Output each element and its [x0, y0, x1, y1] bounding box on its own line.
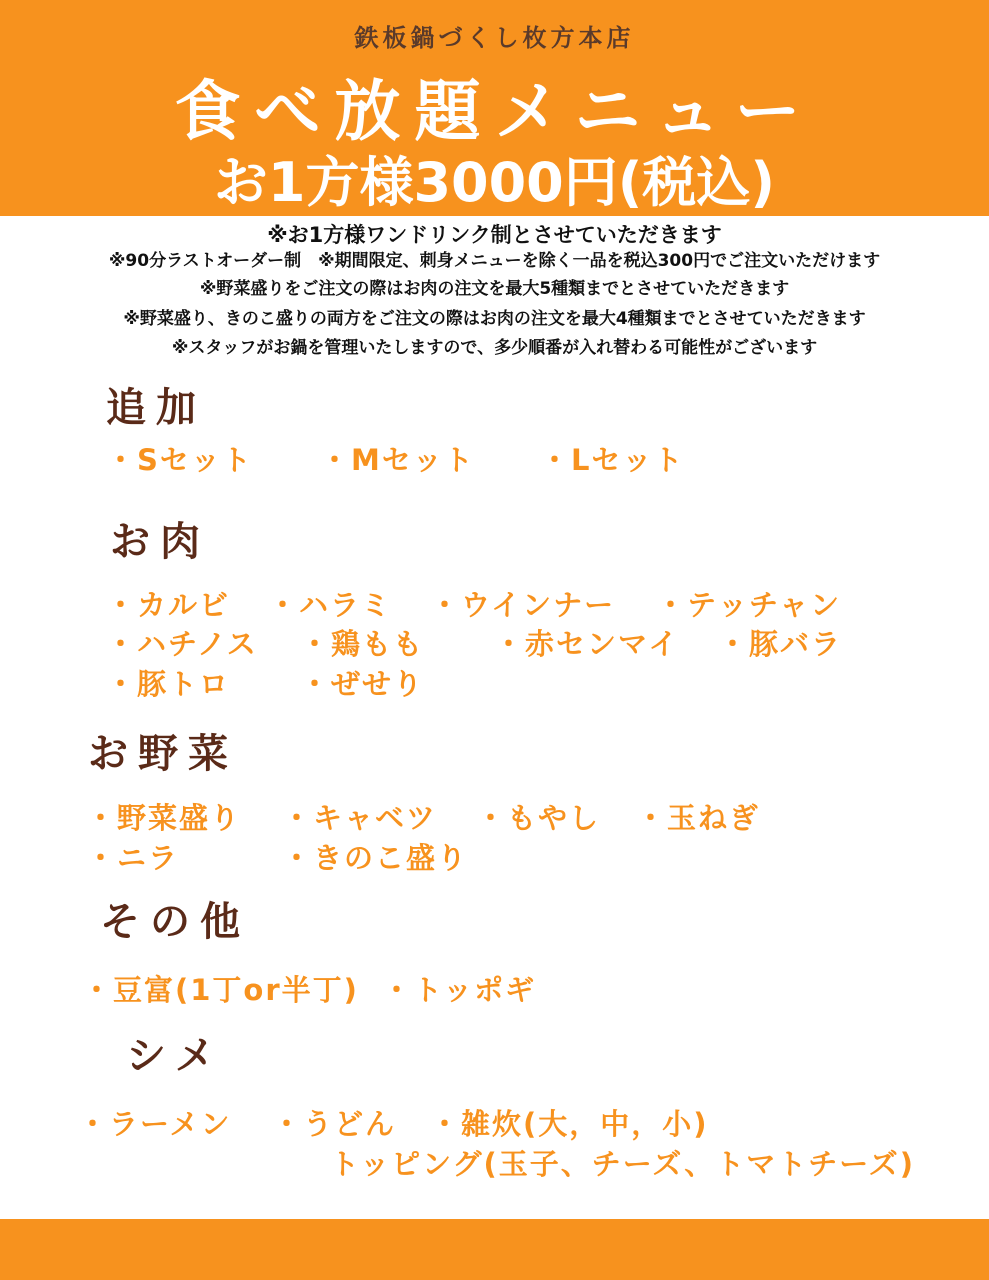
header-banner — [0, 0, 989, 216]
menu-item: ・ぜせり — [300, 667, 425, 701]
note-last-order: ※90分ラストオーダー制 ※期間限定、刺身メニューを除く一品を税込300円でご注文いただけます — [108, 251, 881, 271]
menu-item: ・玉ねぎ — [636, 801, 761, 835]
section-title-meat: お肉 — [110, 519, 210, 565]
menu-item: ・野菜盛り — [86, 801, 242, 835]
menu-item: ・ハラミ — [268, 588, 393, 622]
menu-item: ・テッチャン — [656, 588, 842, 622]
menu-title: 食べ放題メニュー — [174, 73, 815, 150]
section-title-vegetables: お野菜 — [88, 731, 238, 777]
section-title-other: その他 — [100, 899, 250, 945]
menu-item: ・きのこ盛り — [282, 841, 469, 875]
menu-item: トッピング(玉子、チーズ、トマトチーズ) — [330, 1147, 916, 1181]
menu-item: ・赤センマイ — [494, 627, 680, 661]
note-staff: ※スタッフがお鍋を管理いたしますので、多少順番が入れ替わる可能性がございます — [171, 338, 818, 358]
price-label: お1方様3000円(税込) — [213, 151, 776, 214]
menu-item: ・キャベツ — [282, 801, 438, 835]
section-title-add: 追加 — [106, 385, 206, 431]
menu-item: ・ニラ — [86, 841, 180, 875]
footer-bar — [0, 1219, 989, 1280]
menu-item: ・もやし — [476, 801, 601, 835]
menu-item: ・ハチノス — [106, 627, 258, 661]
menu-item: ・トッポギ — [382, 973, 537, 1007]
menu-item: ・Sセット — [106, 443, 253, 477]
menu-item: ・雑炊(大，中，小) — [430, 1107, 709, 1141]
menu-item: ・うどん — [272, 1107, 397, 1141]
section-title-shime: シメ — [126, 1033, 225, 1079]
menu-item: ・鶏もも — [300, 627, 425, 661]
menu-item: ・豚トロ — [106, 667, 231, 701]
note-veg-mushroom-limit: ※野菜盛り、きのこ盛りの両方をご注文の際はお肉の注文を最大4種類までとさせていただきます — [123, 309, 866, 329]
menu-item: ・Mセット — [320, 443, 475, 477]
menu-item: ・Lセット — [540, 443, 685, 477]
menu-item: ・豆富(1丁or半丁) — [82, 973, 359, 1007]
note-veg-limit: ※野菜盛りをご注文の際はお肉の注文を最大5種類までとさせていただきます — [199, 279, 790, 299]
shop-name: 鉄板鍋づくし枚方本店 — [354, 24, 635, 52]
menu-item: ・豚バラ — [718, 627, 843, 661]
note-one-drink: ※お1方様ワンドリンク制とさせていただきます — [267, 223, 722, 247]
menu-item: ・ラーメン — [78, 1107, 232, 1141]
menu-item: ・カルビ — [106, 588, 231, 622]
menu-item: ・ウインナー — [430, 588, 616, 622]
